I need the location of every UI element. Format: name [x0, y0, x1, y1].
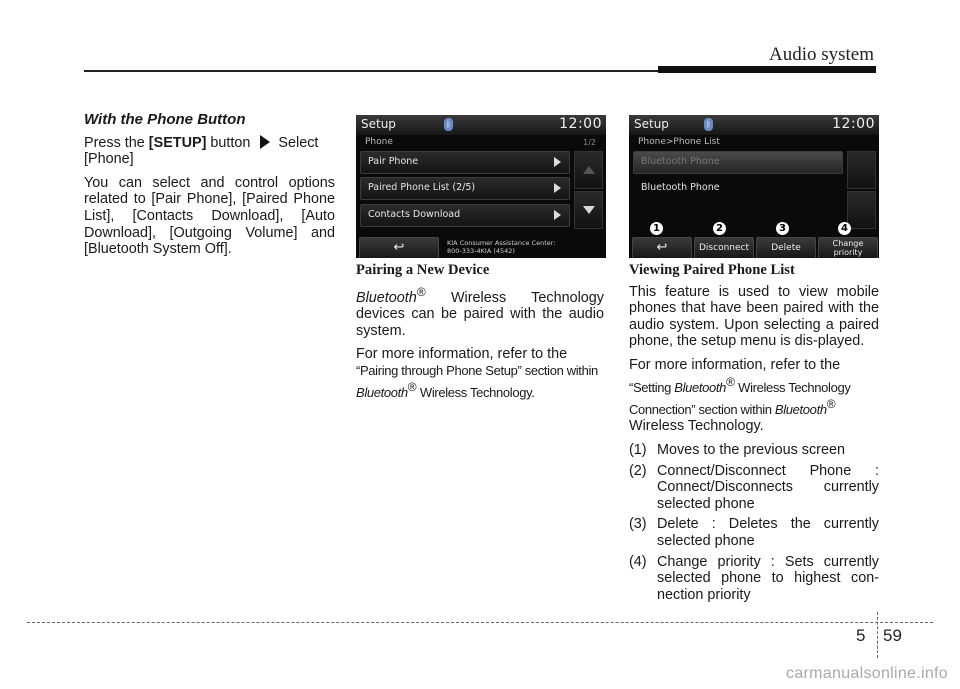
text-run: Wireless Technology Connection” section within	[629, 379, 851, 417]
text-run: “Pairing through Phone Setup” section within	[356, 362, 598, 378]
screen-title: Setup	[634, 117, 669, 131]
menu-item-paired-phone-list[interactable]	[360, 177, 570, 200]
button-label-line: Change	[832, 239, 864, 248]
bluetooth-icon: ᛒ	[444, 118, 453, 131]
assistance-line: KIA Consumer Assistance Center:	[447, 239, 556, 247]
site-watermark: carmanualsonline.info	[786, 665, 948, 682]
callout-badge-1: 1	[650, 222, 663, 235]
legend-list	[629, 442, 879, 603]
menu-item-contacts-download[interactable]	[360, 204, 570, 227]
registered-mark: ®	[726, 374, 735, 389]
list-number: (2)	[629, 462, 647, 479]
list-number: (3)	[629, 516, 647, 533]
footer-divider	[27, 622, 933, 623]
header-rule-thick	[658, 66, 876, 73]
page-number: 59	[883, 626, 902, 645]
text-run: For more information, refer to the	[356, 346, 568, 363]
screen-titlebar	[356, 115, 606, 135]
screen-titlebar	[629, 115, 879, 135]
pairing-paragraph	[356, 284, 604, 340]
header-rule-thin	[84, 70, 664, 72]
chapter-number: 5	[856, 626, 866, 645]
bluetooth-icon: ᛒ	[704, 118, 713, 131]
back-arrow-icon: ↩	[656, 240, 668, 255]
bluetooth-word: Bluetooth	[356, 289, 417, 306]
list-item	[629, 554, 879, 604]
phone-list-screen	[629, 115, 879, 258]
setup-phone-screen	[356, 115, 606, 258]
bluetooth-word: Bluetooth	[774, 401, 827, 417]
registered-mark: ®	[416, 284, 426, 299]
menu-item-label: Paired Phone List (2/5)	[368, 182, 476, 193]
assistance-info	[447, 239, 556, 255]
button-label-line: priority	[833, 248, 863, 257]
disconnect-button[interactable]: Disconnect	[694, 237, 754, 258]
bluetooth-word: Bluetooth	[674, 379, 727, 395]
list-number: (4)	[629, 553, 647, 570]
list-item	[629, 442, 879, 459]
chevron-right-icon	[554, 157, 561, 167]
text-run: Wireless Technology devices can be paired with the audio system.	[356, 289, 604, 339]
scroll-up-button[interactable]	[847, 151, 876, 189]
arrow-right-icon	[260, 135, 270, 149]
menu-item-pair-phone[interactable]	[360, 151, 570, 174]
list-text: Change priority : Sets currently selected phone to highest con-nection priority	[657, 553, 879, 603]
setup-key-label: [SETUP]	[148, 134, 207, 151]
column-paired-list	[629, 262, 879, 607]
scroll-down-button[interactable]	[574, 191, 603, 229]
text-run: button	[206, 134, 255, 151]
screen-subtitle: Phone	[365, 137, 393, 147]
phone-name: Bluetooth Phone	[641, 156, 720, 167]
list-text: Connect/Disconnect Phone : Connect/Disconnects currently selected phone	[657, 462, 879, 512]
screen-bottom-bar	[632, 237, 879, 258]
section-heading: Viewing Paired Phone List	[629, 262, 795, 278]
scroll-down-icon	[583, 206, 595, 214]
text-run: Press the	[84, 134, 149, 151]
scroll-down-button[interactable]	[847, 191, 876, 229]
text-run: “Setting	[629, 379, 675, 395]
screen-clock: 12:00	[832, 116, 875, 132]
feature-paragraph: This feature is used to view mobile phones that have been paired with the audio system. Upon selecting a paired phone, the setup menu is dis-played.	[629, 283, 879, 350]
back-button[interactable]	[359, 237, 439, 258]
phone-name: Bluetooth Phone	[641, 182, 720, 193]
instruction-paragraph	[84, 135, 335, 168]
header-title: Audio system	[768, 44, 874, 65]
delete-button[interactable]: Delete	[756, 237, 816, 258]
text-run: Wireless Technology.	[416, 385, 535, 401]
screen-bottom-bar	[359, 237, 606, 258]
footer-page-divider	[877, 612, 878, 658]
assistance-phone: 800-333-4KIA (4542)	[447, 247, 515, 255]
registered-mark: ®	[407, 380, 417, 395]
screen-title: Setup	[361, 117, 396, 131]
reference-paragraph	[356, 346, 604, 402]
list-text: Delete : Deletes the currently selected phone	[657, 516, 879, 549]
back-button[interactable]	[632, 237, 692, 258]
registered-mark: ®	[826, 396, 836, 411]
text-run: For more information, refer to the	[629, 356, 841, 373]
list-item	[629, 516, 879, 549]
bluetooth-word: Bluetooth	[356, 385, 408, 401]
screen-clock: 12:00	[559, 116, 602, 132]
change-priority-button[interactable]	[818, 237, 878, 258]
list-number: (1)	[629, 441, 647, 458]
menu-item-label: Pair Phone	[368, 156, 419, 167]
phone-list-item[interactable]	[633, 151, 843, 174]
section-heading: Pairing a New Device	[356, 262, 490, 278]
chevron-right-icon	[554, 183, 561, 193]
callout-badge-2: 2	[713, 222, 726, 235]
scroll-up-button[interactable]	[574, 151, 603, 189]
back-arrow-icon: ↩	[393, 240, 405, 255]
text-run: Select [Phone]	[84, 134, 319, 168]
chevron-right-icon	[554, 210, 561, 220]
callout-badge-4: 4	[838, 222, 851, 235]
section-heading: With the Phone Button	[84, 111, 246, 128]
list-text: Moves to the previous screen	[657, 441, 845, 458]
reference-paragraph	[629, 357, 879, 435]
options-paragraph: You can select and control options related to [Pair Phone], [Paired Phone List], [Contacts Download], [Auto Download], [Outgoing Volume] and [Bluetooth System Off].	[84, 174, 335, 258]
menu-item-label: Contacts Download	[368, 209, 461, 220]
callout-badge-3: 3	[776, 222, 789, 235]
column-phone-button	[84, 112, 335, 265]
list-item	[629, 463, 879, 513]
page-indicator: 1/2	[583, 138, 596, 147]
phone-list-item[interactable]	[633, 177, 843, 200]
column-pairing	[356, 262, 604, 409]
screen-breadcrumb: Phone>Phone List	[638, 137, 720, 147]
scroll-up-icon	[583, 166, 595, 174]
text-run: Wireless Technology.	[629, 418, 764, 435]
